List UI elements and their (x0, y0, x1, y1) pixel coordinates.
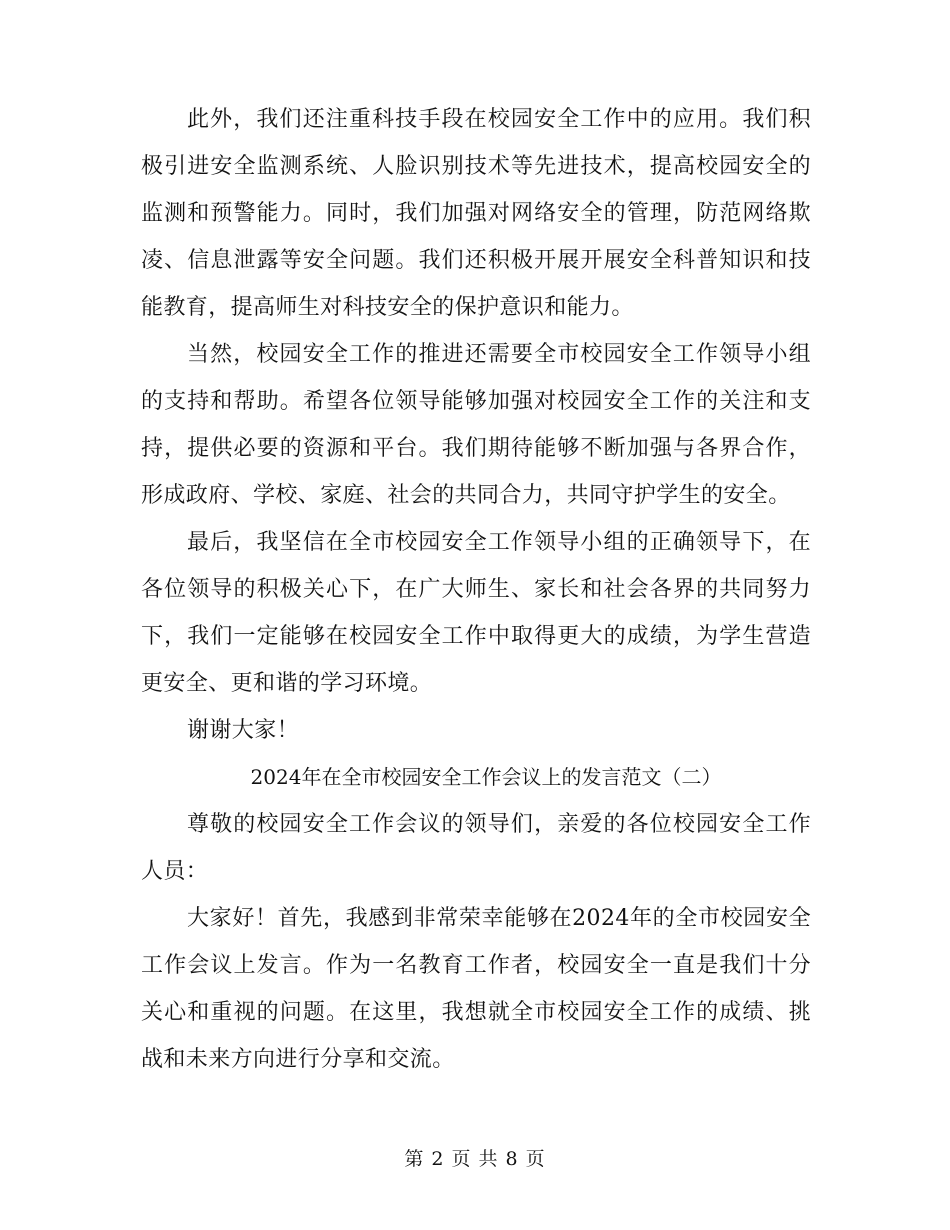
section-title: 2024年在全市校园安全工作会议上的发言范文（二） (250, 765, 722, 789)
paragraph-opening: 大家好！首先，我感到非常荣幸能够在2024年的全市校园安全工作会议上发言。作为一名教育工作者，校园安全一直是我们十分关心和重视的问题。在这里，我想就全市校园安全工作的成绩、挑战和未来方向进行分享和交流。 (141, 906, 811, 1072)
page-number-footer: 第 2 页 共 8 页 (404, 1148, 546, 1170)
paragraph-support: 当然，校园安全工作的推进还需要全市校园安全工作领导小组的支持和帮助。希望各位领导能够加强对校园安全工作的关注和支持，提供必要的资源和平台。我们期待能够不断加强与各界合作，形成政府、学校、家庭、社会的共同合力，共同守护学生的安全。 (141, 342, 811, 508)
paragraph-thanks: 谢谢大家！ (187, 718, 300, 743)
document-body (141, 96, 811, 1083)
paragraph-conclusion: 最后，我坚信在全市校园安全工作领导小组的正确领导下，在各位领导的积极关心下，在广大师生、家长和社会各界的共同努力下，我们一定能够在校园安全工作中取得更大的成绩，为学生营造更安全、更和谐的学习环境。 (141, 530, 811, 696)
paragraph-salutation: 尊敬的校园安全工作会议的领导们，亲爱的各位校园安全工作人员： (141, 812, 811, 884)
paragraph-technology: 此外，我们还注重科技手段在校园安全工作中的应用。我们积极引进安全监测系统、人脸识别技术等先进技术，提高校园安全的监测和预警能力。同时，我们加强对网络安全的管理，防范网络欺凌、信息泄露等安全问题。我们还积极开展开展安全科普知识和技能教育，提高师生对科技安全的保护意识和能力。 (141, 107, 811, 320)
